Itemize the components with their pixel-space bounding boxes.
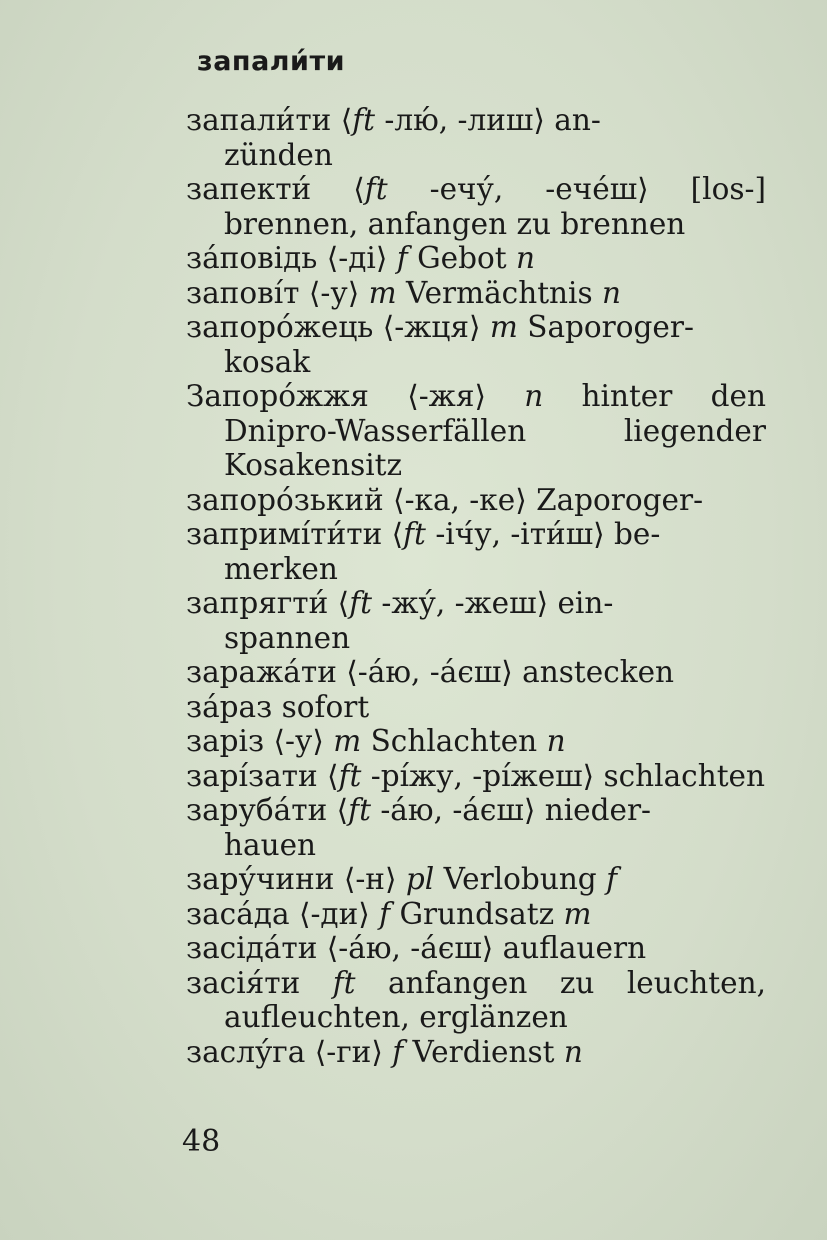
entry-gender: f [392,1034,404,1069]
dictionary-entry: заслу́га ⟨-ги⟩ f Verdienst n [186,1034,583,1069]
entry-headword: заруба́ти [186,793,328,827]
entry-translation: Saporoger- kosak [224,310,694,379]
entry-translation: anfangen zu leuchten, aufleuchten, erglänzen [224,965,766,1034]
entry-grammar: ft [349,586,372,620]
dictionary-entry: за́повідь ⟨-ді⟩ f Gebot n [186,241,535,275]
entry-forms: -рі́жу, -рі́жеш [370,758,583,793]
entry-gender: m [368,275,397,310]
entry-gender: pl [405,862,435,896]
entry-target-gender: n [515,241,535,275]
entry-translation: be- merken [224,517,661,586]
page-number: 48 [182,1124,221,1159]
dictionary-entry [186,966,766,1035]
entry-translation: schlachten [603,758,765,793]
entry-gender: n [524,379,544,413]
dictionary-entry: запові́т ⟨-у⟩ m Vermächtnis n [186,275,622,310]
entry-forms: -лю́, -лиш [384,103,534,137]
entry-grammar: ft [403,517,426,551]
entry-gender: f [396,241,408,275]
running-head: запали́ти [197,46,346,77]
dictionary-entry: зарі́зати ⟨ft -рі́жу, -рі́жеш⟩ schlachten [186,758,765,793]
entry-forms: -ечу́, -ече́ш [429,172,638,206]
entry-grammar: ft [352,103,375,137]
entry-headword: за́повідь [186,241,318,275]
entry-gender: f [379,896,391,931]
entry-forms: -жця [394,310,469,344]
entry-translation: Schlachten [370,724,538,758]
entry-translation: [los-] brennen, anfangen zu brennen [224,172,766,241]
entry-forms: -іч́у, -іти́ш [435,517,594,551]
entry-target-gender: f [606,862,618,896]
entry-forms: -а́ю, -а́єш [338,931,482,965]
dictionary-entry: запали́ти ⟨ft -лю́, -лиш⟩ an- zünden [186,103,601,172]
entry-forms: -ка, -ке [404,482,516,517]
entry-forms: -н [355,862,385,896]
dictionary-entry: запоро́зький ⟨-ка, -ке⟩ Zaporoger- [186,482,704,517]
dictionary-entry: запекти́ ⟨ft -ечу́, -ече́ш⟩ [los-] brennen, anfangen zu brennen [186,172,766,241]
entry-target-gender: n [546,724,566,758]
entry-translation: hinter den Dnipro-Wasserfällen liegender Kosakensitz [224,379,766,482]
entry-translation: Grundsatz [399,896,555,931]
entry-translation: Gebot [417,241,507,275]
dictionary-entry: заража́ти ⟨-а́ю, -а́єш⟩ anstecken [186,655,675,689]
entry-headword: засія́ти [186,965,301,1000]
entry-grammar: ft [332,965,356,1000]
dictionary-entry: запримі́ти́ти ⟨ft -іч́у, -іти́ш⟩ be- merken [186,517,661,586]
entry-forms: -ди [310,896,359,931]
entry-translation: Verlobung [443,862,597,896]
entry-forms: -а́ю, -а́єш [380,793,524,827]
dictionary-entry: запоро́жець ⟨-жця⟩ m Saporoger- kosak [186,310,694,379]
dictionary-entry: заріз ⟨-у⟩ m Schlachten n [186,724,566,758]
entry-forms: -жя [418,379,475,413]
dictionary-entry: заруба́ти ⟨ft -а́ю, -а́єш⟩ nieder- hauen [186,793,652,862]
entry-headword: заража́ти [186,655,337,689]
entry-translation: sofort [281,689,370,724]
entry-headword: запекти́ [186,172,312,206]
entry-headword: заслу́га [186,1034,306,1069]
entry-forms: -у [320,275,348,310]
entry-translation: anstecken [522,655,675,689]
entry-gender: m [333,724,362,758]
dictionary-entry: запрягти́ ⟨ft -жу́, -жеш⟩ ein- spannen [186,586,614,655]
entry-translation: Vermächtnis [405,275,593,310]
entry-grammar: ft [364,172,388,206]
entry-headword: за́раз [186,689,273,724]
entry-headword: запові́т [186,275,300,310]
entry-headword: зару́чини [186,862,335,896]
entry-translation: Verdienst [412,1034,555,1069]
entry-forms: -а́ю, -а́єш [357,655,502,689]
entry-headword: запали́ти [186,103,332,137]
dictionary-entry: Запоро́жжя ⟨-жя⟩ n hinter den Dnipro-Wasserfällen liegender Kosakensitz [186,379,766,482]
entry-target-gender: m [563,896,592,931]
entry-grammar: ft [348,793,371,827]
entry-translation: ein- spannen [224,586,614,655]
entry-headword: зарі́зати [186,758,318,793]
entry-headword: Запоро́жжя [186,379,369,413]
entry-list [186,103,766,1069]
entry-grammar: ft [338,758,362,793]
entry-headword: засіда́ти [186,931,318,965]
entry-target-gender: n [563,1034,583,1069]
entry-forms: -у [285,724,313,758]
entry-headword: запрягти́ [186,586,329,620]
entry-translation: nieder- hauen [224,793,652,862]
entry-forms: -ги [326,1034,372,1069]
dictionary-entry: зару́чини ⟨-н⟩ pl Verlobung f [186,862,618,896]
entry-translation: auflauern [502,931,647,965]
dictionary-entry: засіда́ти ⟨-а́ю, -а́єш⟩ auflauern [186,931,647,965]
entry-headword: запоро́жець [186,310,374,344]
entry-translation: an- zünden [224,103,601,172]
entry-headword: заса́да [186,896,290,931]
entry-target-gender: n [602,275,622,310]
entry-forms: -ді [338,241,376,275]
dictionary-entry: заса́да ⟨-ди⟩ f Grundsatz m [186,896,592,931]
entry-headword: заріз [186,724,265,758]
entry-gender: m [489,310,518,344]
entry-translation: Zaporoger- [536,482,704,517]
dictionary-entry [186,690,766,725]
entry-headword: запоро́зький [186,482,384,517]
entry-headword: запримі́ти́ти [186,517,383,551]
entry-forms: -жу́, -жеш [381,586,537,620]
